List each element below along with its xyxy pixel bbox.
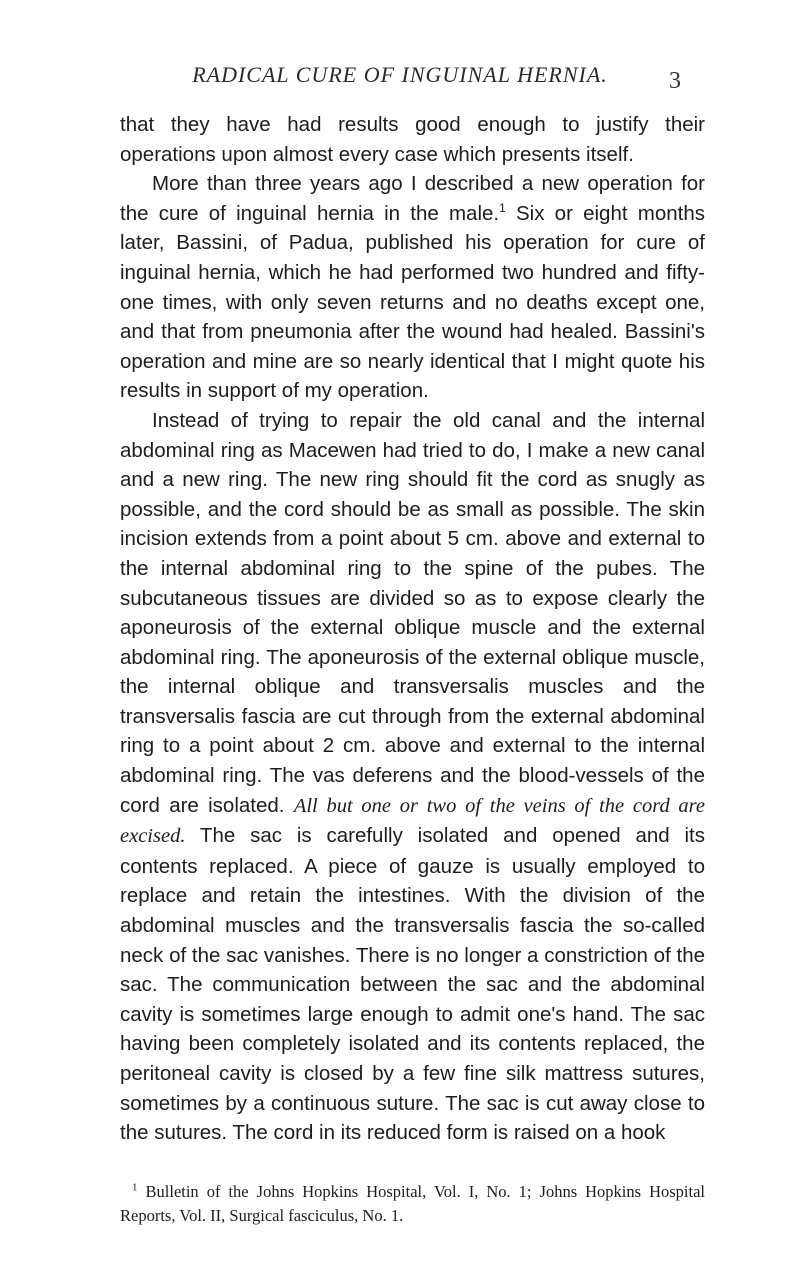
paragraph-3 xyxy=(120,406,705,1148)
body-text xyxy=(120,110,705,1148)
paragraph-3-text-a: Instead of trying to repair the old canal and the internal abdominal ring as Macewen had tried to do, I make a new canal and a new ring. The new ring should fit the cord as snugly as possible, and the cord should be as small as possible. The skin incision extends from a point about 5 cm. above and external to the internal abdominal ring to the spine of the pubes. The subcutaneous tissues are divided so as to expose clearly the aponeurosis of the external oblique muscle and the external abdominal ring. The aponeurosis of the external oblique muscle, the internal oblique and transversalis muscles and the transversalis fascia are cut through from the external abdominal ring to a point about 2 cm. above and external to the internal abdominal ring. The vas deferens and the blood-vessels of the cord are isolated. xyxy=(120,408,705,817)
footnote-ref-1: 1 xyxy=(499,200,506,215)
paragraph-2-text-a: More than three years ago I described a new operation for the cure of inguinal hernia in the male. xyxy=(120,172,705,225)
footnote-marker: 1 xyxy=(132,1181,138,1194)
running-head: RADICAL CURE OF INGUINAL HERNIA. xyxy=(192,62,608,87)
paragraph-1: that they have had results good enough to justify their operations upon almost every case which presents itself. xyxy=(120,113,705,166)
paragraph-2 xyxy=(120,169,705,406)
footnote-text: Bulletin of the Johns Hopkins Hospital, Vol. I, No. 1; Johns Hopkins Hospital Reports, Vol. II, Surgical fasciculus, No. 1. xyxy=(120,1182,705,1225)
footnote xyxy=(120,1180,705,1228)
paragraph-3-italic-sentence: All but one or two of the veins of the cord are excised. xyxy=(120,794,706,848)
paragraph-2-text-b: Six or eight months later, Bassini, of Padua, published his operation for cure of inguinal hernia, which he had performed two hundred and fifty-one times, with only seven returns and no deaths except one, and that from pneumonia after the wound had healed. Bassini's operation and mine are so nearly identical that I might quote his results in support of my operation. xyxy=(120,201,705,403)
page-number: 3 xyxy=(669,68,681,94)
paragraph-3-text-b: The sac is carefully isolated and opened and its contents replaced. A piece of gauze is usually employed to replace and retain the intestines. With the division of the abdominal muscles and the transversalis fascia the so-called neck of the sac vanishes. There is no longer a constriction of the sac. The communication between the sac and the abdominal cavity is sometimes large enough to admit one's hand. The sac having been completely isolated and its contents replaced, the peritoneal cavity is closed by a few fine silk mattress sutures, sometimes by a continuous suture. The sac is cut away close to the sutures. The cord in its reduced form is raised on a hook xyxy=(120,824,705,1145)
